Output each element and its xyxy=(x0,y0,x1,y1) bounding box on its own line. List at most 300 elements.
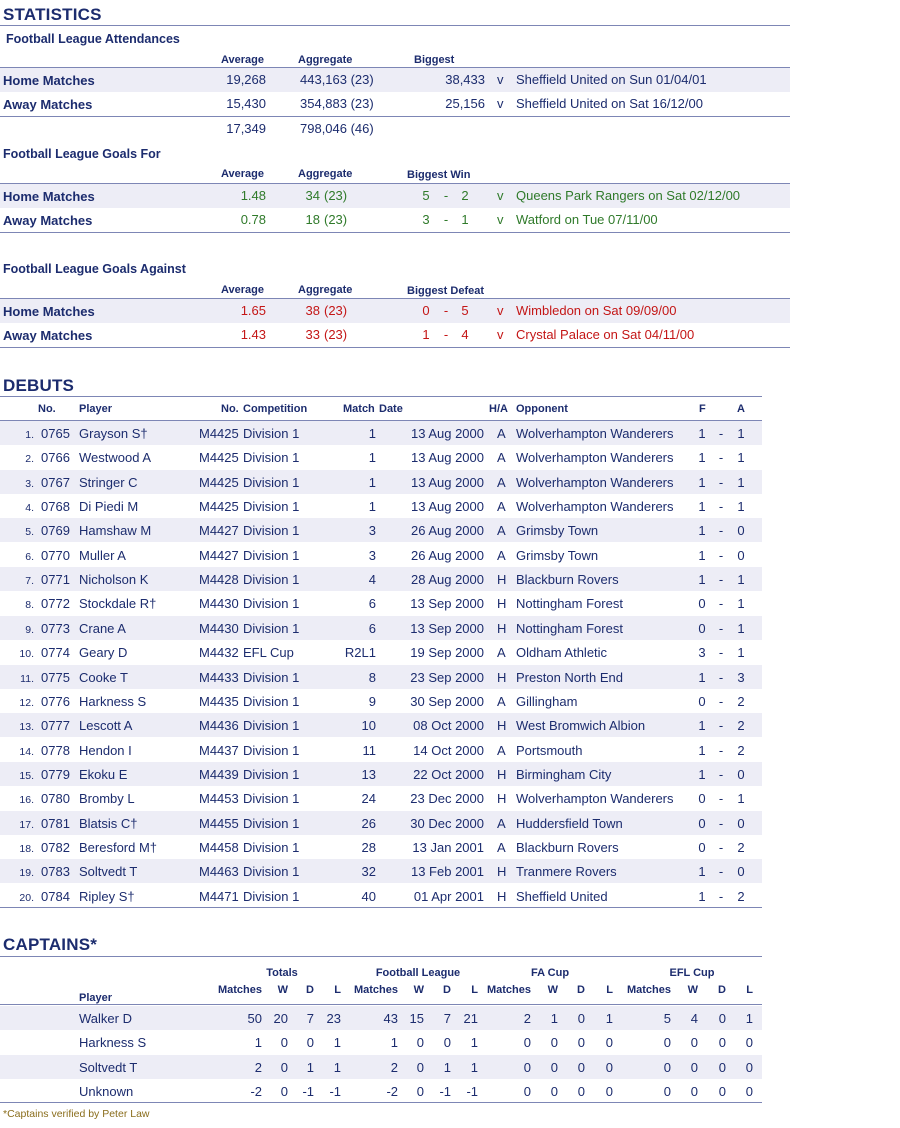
col-a: A xyxy=(737,403,745,415)
col-matches: Matches xyxy=(217,984,262,996)
match-number: M4427 xyxy=(199,547,239,563)
opponent: Birmingham City xyxy=(516,766,612,782)
score-for: 1 xyxy=(698,572,706,588)
match-round: 24 xyxy=(361,791,376,807)
stat-value: 0 xyxy=(577,1059,585,1075)
match-round: 9 xyxy=(368,693,376,709)
home-away: H xyxy=(497,572,507,588)
divider xyxy=(0,347,790,348)
col-date: Date xyxy=(379,403,403,415)
attendance-total-average: 17,349 xyxy=(226,121,266,136)
score-against: 1 xyxy=(737,499,745,515)
match-date: 13 Sep 2000 xyxy=(410,620,484,636)
player-number: 0769 xyxy=(41,523,70,539)
captain-name: Soltvedt T xyxy=(79,1059,138,1075)
score-dash: - xyxy=(718,864,724,880)
divider xyxy=(0,1004,762,1005)
home-away: H xyxy=(497,718,507,734)
stat-value: 2 xyxy=(390,1059,398,1075)
stat-value: 0 xyxy=(718,1011,726,1026)
col-w: W xyxy=(413,984,424,996)
home-away: A xyxy=(497,742,506,758)
aggregate-value: 33 xyxy=(305,327,320,342)
row-label: Home Matches xyxy=(3,73,95,88)
competition: Division 1 xyxy=(243,766,300,782)
stat-value: 23 xyxy=(326,1011,341,1026)
group-efl-cup: EFL Cup xyxy=(669,967,715,979)
stat-value: 0 xyxy=(550,1059,558,1075)
goals-for-aggregate-header: Aggregate xyxy=(298,168,353,180)
player-name: Nicholson K xyxy=(79,572,149,588)
stat-value: 2 xyxy=(523,1011,531,1026)
biggest-detail: Sheffield United on Sun 01/04/01 xyxy=(516,72,707,87)
home-away: H xyxy=(497,864,507,880)
score-for: 1 xyxy=(698,523,706,539)
match-date: 26 Aug 2000 xyxy=(410,547,484,563)
match-round: 3 xyxy=(368,547,376,563)
score-dash: - xyxy=(718,474,724,490)
score-against: 5 xyxy=(461,303,469,318)
match-date: 26 Aug 2000 xyxy=(410,523,484,539)
score-dash: - xyxy=(718,693,724,709)
competition: Division 1 xyxy=(243,864,300,880)
row-index: 13. xyxy=(19,721,34,734)
score-for: 0 xyxy=(698,791,706,807)
player-name: Hamshaw M xyxy=(79,523,152,539)
home-away: H xyxy=(497,766,507,782)
col-w: W xyxy=(687,984,698,996)
score-for: 0 xyxy=(698,596,706,612)
col-w: W xyxy=(547,984,558,996)
score-against: 0 xyxy=(737,815,745,831)
competition: Division 1 xyxy=(243,888,300,904)
opponent: Wolverhampton Wanderers xyxy=(516,791,674,807)
stat-value: 1 xyxy=(443,1059,451,1075)
versus-label: v xyxy=(497,212,504,227)
average-value: 1.65 xyxy=(240,303,266,318)
divider xyxy=(0,1102,762,1103)
home-away: A xyxy=(497,474,506,490)
score-against: 2 xyxy=(737,839,745,855)
stat-value: 1 xyxy=(470,1035,478,1051)
score-for: 1 xyxy=(698,669,706,685)
competition: EFL Cup xyxy=(243,645,294,661)
stat-value: 1 xyxy=(605,1011,613,1026)
goals-against-biggest-header: Biggest Defeat xyxy=(407,285,485,297)
player-name: Grayson S† xyxy=(79,426,148,441)
score-for: 1 xyxy=(698,766,706,782)
col-w: W xyxy=(277,984,288,996)
score-dash: - xyxy=(718,547,724,563)
player-name: Ekoku E xyxy=(79,766,128,782)
match-number: M4453 xyxy=(199,791,239,807)
score-dash: - xyxy=(718,669,724,685)
divider xyxy=(0,232,790,233)
stat-value: 0 xyxy=(280,1083,288,1099)
player-name: Crane A xyxy=(79,620,126,636)
score-for: 0 xyxy=(698,839,706,855)
score-dash: - xyxy=(718,620,724,636)
col-f: F xyxy=(699,403,706,415)
col-ha: H/A xyxy=(489,403,508,415)
games-value: (23) xyxy=(324,212,348,227)
opponent: Sheffield United xyxy=(516,888,608,904)
stat-value: 0 xyxy=(550,1035,558,1051)
player-number: 0768 xyxy=(41,499,70,515)
home-away: A xyxy=(497,815,506,831)
stat-value: -1 xyxy=(302,1083,314,1099)
stat-value: 0 xyxy=(577,1035,585,1051)
score-against: 2 xyxy=(461,188,469,203)
col-matches: Matches xyxy=(626,984,671,996)
match-number: M4437 xyxy=(199,742,239,758)
match-round: 1 xyxy=(368,474,376,490)
score-dash: - xyxy=(718,815,724,831)
score-dash: - xyxy=(718,742,724,758)
player-number: 0782 xyxy=(41,839,70,855)
col-d: D xyxy=(306,984,314,996)
score-for: 1 xyxy=(698,450,706,466)
aggregate-value: 354,883 (23) xyxy=(300,96,374,111)
biggest-detail: Queens Park Rangers on Sat 02/12/00 xyxy=(516,188,741,203)
stat-value: 0 xyxy=(663,1035,671,1051)
attendance-total-aggregate: 798,046 (46) xyxy=(300,121,374,136)
score-dash: - xyxy=(718,839,724,855)
games-value: (23) xyxy=(324,303,348,318)
col-no: No. xyxy=(38,403,56,415)
row-index: 20. xyxy=(19,891,34,904)
score-for: 1 xyxy=(698,742,706,758)
group-fa-cup: FA Cup xyxy=(530,967,570,979)
row-index: 12. xyxy=(19,696,34,709)
score-against: 1 xyxy=(737,596,745,612)
stat-value: 0 xyxy=(523,1083,531,1099)
score-for: 0 xyxy=(698,693,706,709)
captain-name: Walker D xyxy=(79,1011,132,1026)
home-away: A xyxy=(497,839,506,855)
match-number: M4428 xyxy=(199,572,239,588)
col-match-no: No. xyxy=(221,403,239,415)
divider xyxy=(0,956,762,957)
biggest-detail: Wimbledon on Sat 09/09/00 xyxy=(516,303,677,318)
match-number: M4463 xyxy=(199,864,239,880)
score-dash: - xyxy=(718,523,724,539)
competition: Division 1 xyxy=(243,718,300,734)
attendances-biggest-header: Biggest xyxy=(414,54,455,66)
aggregate-value: 38 xyxy=(305,303,320,318)
match-date: 13 Jan 2001 xyxy=(412,839,484,855)
stat-value: 7 xyxy=(306,1011,314,1026)
stat-value: 2 xyxy=(254,1059,262,1075)
biggest-value: 25,156 xyxy=(445,96,485,111)
home-away: H xyxy=(497,791,507,807)
competition: Division 1 xyxy=(243,693,300,709)
stat-value: 7 xyxy=(443,1011,451,1026)
player-name: Geary D xyxy=(79,645,128,661)
competition: Division 1 xyxy=(243,815,300,831)
row-index: 6. xyxy=(25,550,34,563)
goals-against-title: Football League Goals Against xyxy=(3,262,186,276)
row-index: 11. xyxy=(20,672,34,685)
opponent: Wolverhampton Wanderers xyxy=(516,474,674,490)
player-name: Soltvedt T xyxy=(79,864,138,880)
player-number: 0780 xyxy=(41,791,70,807)
col-competition: Competition xyxy=(243,403,308,415)
score-against: 1 xyxy=(737,474,745,490)
score-dash: - xyxy=(718,766,724,782)
player-number: 0770 xyxy=(41,547,70,563)
stat-value: 0 xyxy=(745,1083,753,1099)
statistics-title: STATISTICS xyxy=(3,5,102,24)
score-for: 0 xyxy=(422,303,430,318)
row-index: 15. xyxy=(19,769,34,782)
stat-value: 0 xyxy=(690,1083,698,1099)
group-football-league: Football League xyxy=(375,967,461,979)
match-date: 01 Apr 2001 xyxy=(413,888,484,904)
stat-value: 5 xyxy=(663,1011,671,1026)
opponent: Grimsby Town xyxy=(516,547,599,563)
stat-value: 21 xyxy=(463,1011,478,1026)
row-index: 4. xyxy=(25,502,34,515)
player-number: 0771 xyxy=(41,572,70,588)
score-against: 1 xyxy=(737,572,745,588)
score-against: 0 xyxy=(737,864,745,880)
match-round: 26 xyxy=(361,815,376,831)
row-index: 9. xyxy=(25,623,34,636)
stat-value: 50 xyxy=(247,1011,262,1026)
captain-name: Harkness S xyxy=(79,1035,147,1051)
match-round: 10 xyxy=(361,718,376,734)
score-against: 2 xyxy=(737,718,745,734)
score-against: 3 xyxy=(737,669,745,685)
row-index: 3. xyxy=(25,477,34,490)
opponent: Tranmere Rovers xyxy=(516,864,617,880)
competition: Division 1 xyxy=(243,523,300,539)
biggest-detail: Watford on Tue 07/11/00 xyxy=(516,212,658,227)
games-value: (23) xyxy=(324,188,348,203)
match-number: M4425 xyxy=(199,474,239,490)
player-name: Stringer C xyxy=(79,474,138,490)
match-number: M4435 xyxy=(199,693,239,709)
player-number: 0776 xyxy=(41,693,70,709)
col-matches: Matches xyxy=(353,984,398,996)
row-index: 14. xyxy=(19,745,34,758)
stat-value: 1 xyxy=(306,1059,314,1075)
score-for: 1 xyxy=(422,327,430,342)
competition: Division 1 xyxy=(243,572,300,588)
player-number: 0779 xyxy=(41,766,70,782)
match-round: 1 xyxy=(368,499,376,515)
score-dash: - xyxy=(718,426,724,441)
score-for: 1 xyxy=(698,864,706,880)
captains-title: CAPTAINS* xyxy=(3,935,98,954)
match-round: 11 xyxy=(362,742,376,758)
stat-value: 1 xyxy=(550,1011,558,1026)
row-index: 16. xyxy=(19,794,34,807)
stat-value: 4 xyxy=(690,1011,698,1026)
home-away: A xyxy=(497,523,506,539)
col-d: D xyxy=(718,984,726,996)
score-dash: - xyxy=(443,212,449,227)
score-dash: - xyxy=(718,572,724,588)
row-index: 2. xyxy=(25,453,34,466)
home-away: A xyxy=(497,693,506,709)
match-number: M4439 xyxy=(199,766,239,782)
score-for: 3 xyxy=(422,212,430,227)
stat-value: 0 xyxy=(690,1059,698,1075)
player-name: Ripley S† xyxy=(79,888,135,904)
match-round: 3 xyxy=(368,523,376,539)
match-round: R2L1 xyxy=(344,645,376,661)
player-number: 0772 xyxy=(41,596,70,612)
player-number: 0784 xyxy=(41,888,70,904)
col-player: Player xyxy=(79,992,113,1004)
opponent: Gillingham xyxy=(516,693,578,709)
stat-value: 0 xyxy=(745,1059,753,1075)
player-number: 0783 xyxy=(41,864,70,880)
col-l: L xyxy=(606,984,613,996)
opponent: West Bromwich Albion xyxy=(516,718,646,734)
competition: Division 1 xyxy=(243,839,300,855)
score-for: 5 xyxy=(422,188,430,203)
stat-value: 0 xyxy=(443,1035,451,1051)
player-name: Beresford M† xyxy=(79,839,158,855)
versus-label: v xyxy=(497,188,504,203)
match-number: M4430 xyxy=(199,596,239,612)
versus-label: v xyxy=(497,327,504,342)
opponent: Nottingham Forest xyxy=(516,596,623,612)
versus-label: v xyxy=(497,72,504,87)
stat-value: 0 xyxy=(718,1083,726,1099)
stat-value: 20 xyxy=(273,1011,288,1026)
match-round: 1 xyxy=(368,426,376,441)
stat-value: 0 xyxy=(577,1083,585,1099)
stat-value: 0 xyxy=(663,1059,671,1075)
competition: Division 1 xyxy=(243,547,300,563)
player-name: Lescott A xyxy=(79,718,133,734)
score-against: 0 xyxy=(737,547,745,563)
match-number: M4458 xyxy=(199,839,239,855)
opponent: Blackburn Rovers xyxy=(516,572,619,588)
row-index: 8. xyxy=(25,599,34,612)
competition: Division 1 xyxy=(243,596,300,612)
home-away: H xyxy=(497,620,507,636)
match-number: M4425 xyxy=(199,499,239,515)
stat-value: 0 xyxy=(605,1035,613,1051)
opponent: Wolverhampton Wanderers xyxy=(516,426,674,441)
player-number: 0775 xyxy=(41,669,70,685)
match-date: 30 Dec 2000 xyxy=(410,815,484,831)
player-name: Westwood A xyxy=(79,450,152,466)
match-round: 40 xyxy=(361,888,376,904)
stat-value: 0 xyxy=(550,1083,558,1099)
col-l: L xyxy=(746,984,753,996)
score-dash: - xyxy=(443,327,449,342)
stat-value: 0 xyxy=(605,1083,613,1099)
row-index: 5. xyxy=(25,526,34,539)
captain-name: Unknown xyxy=(79,1083,134,1099)
score-dash: - xyxy=(718,791,724,807)
group-totals: Totals xyxy=(266,967,298,979)
average-value: 19,268 xyxy=(226,72,266,87)
match-date: 08 Oct 2000 xyxy=(413,718,484,734)
match-date: 23 Dec 2000 xyxy=(410,791,484,807)
player-name: Harkness S xyxy=(79,693,147,709)
opponent: Grimsby Town xyxy=(516,523,599,539)
score-dash: - xyxy=(718,645,724,661)
opponent: Nottingham Forest xyxy=(516,620,623,636)
match-date: 13 Aug 2000 xyxy=(410,426,484,441)
score-against: 4 xyxy=(461,327,469,342)
stat-value: 1 xyxy=(470,1059,478,1075)
games-value: (23) xyxy=(324,327,348,342)
col-l: L xyxy=(334,984,341,996)
player-name: Blatsis C† xyxy=(79,815,138,831)
match-date: 22 Oct 2000 xyxy=(413,766,484,782)
match-date: 23 Sep 2000 xyxy=(410,669,484,685)
average-value: 1.48 xyxy=(240,188,266,203)
score-against: 1 xyxy=(737,426,745,441)
score-dash: - xyxy=(718,596,724,612)
match-round: 1 xyxy=(368,450,376,466)
match-date: 13 Feb 2001 xyxy=(410,864,484,880)
stat-value: 0 xyxy=(280,1059,288,1075)
stat-value: 0 xyxy=(416,1035,424,1051)
player-name: Cooke T xyxy=(79,669,128,685)
player-name: Stockdale R† xyxy=(79,596,157,612)
row-index: 17. xyxy=(19,818,34,831)
score-against: 0 xyxy=(737,523,745,539)
competition: Division 1 xyxy=(243,742,300,758)
stat-value: 0 xyxy=(745,1035,753,1051)
score-dash: - xyxy=(443,188,449,203)
player-number: 0778 xyxy=(41,742,70,758)
stat-value: 0 xyxy=(663,1083,671,1099)
captains-footnote: *Captains verified by Peter Law xyxy=(3,1108,150,1120)
attendances-title: Football League Attendances xyxy=(6,32,180,46)
score-for: 1 xyxy=(698,718,706,734)
competition: Division 1 xyxy=(243,450,300,466)
col-matches: Matches xyxy=(486,984,531,996)
player-number: 0781 xyxy=(41,815,70,831)
match-date: 30 Sep 2000 xyxy=(410,693,484,709)
match-number: M4471 xyxy=(199,888,239,904)
opponent: Portsmouth xyxy=(516,742,583,758)
row-label: Home Matches xyxy=(3,189,95,204)
row-index: 1. xyxy=(25,429,34,441)
home-away: H xyxy=(497,596,507,612)
match-date: 13 Aug 2000 xyxy=(410,499,484,515)
versus-label: v xyxy=(497,96,504,111)
competition: Division 1 xyxy=(243,620,300,636)
score-for: 3 xyxy=(698,645,706,661)
row-index: 10. xyxy=(19,648,34,661)
stat-value: -2 xyxy=(250,1083,262,1099)
match-round: 28 xyxy=(361,839,376,855)
match-number: M4425 xyxy=(199,426,239,441)
score-dash: - xyxy=(718,888,724,904)
aggregate-value: 18 xyxy=(305,212,320,227)
score-dash: - xyxy=(718,499,724,515)
opponent: Wolverhampton Wanderers xyxy=(516,499,674,515)
stat-value: 15 xyxy=(409,1011,424,1026)
versus-label: v xyxy=(497,303,504,318)
goals-for-biggest-header: Biggest Win xyxy=(407,169,471,181)
col-l: L xyxy=(471,984,478,996)
competition: Division 1 xyxy=(243,426,300,441)
score-against: 1 xyxy=(737,450,745,466)
divider xyxy=(0,25,790,26)
